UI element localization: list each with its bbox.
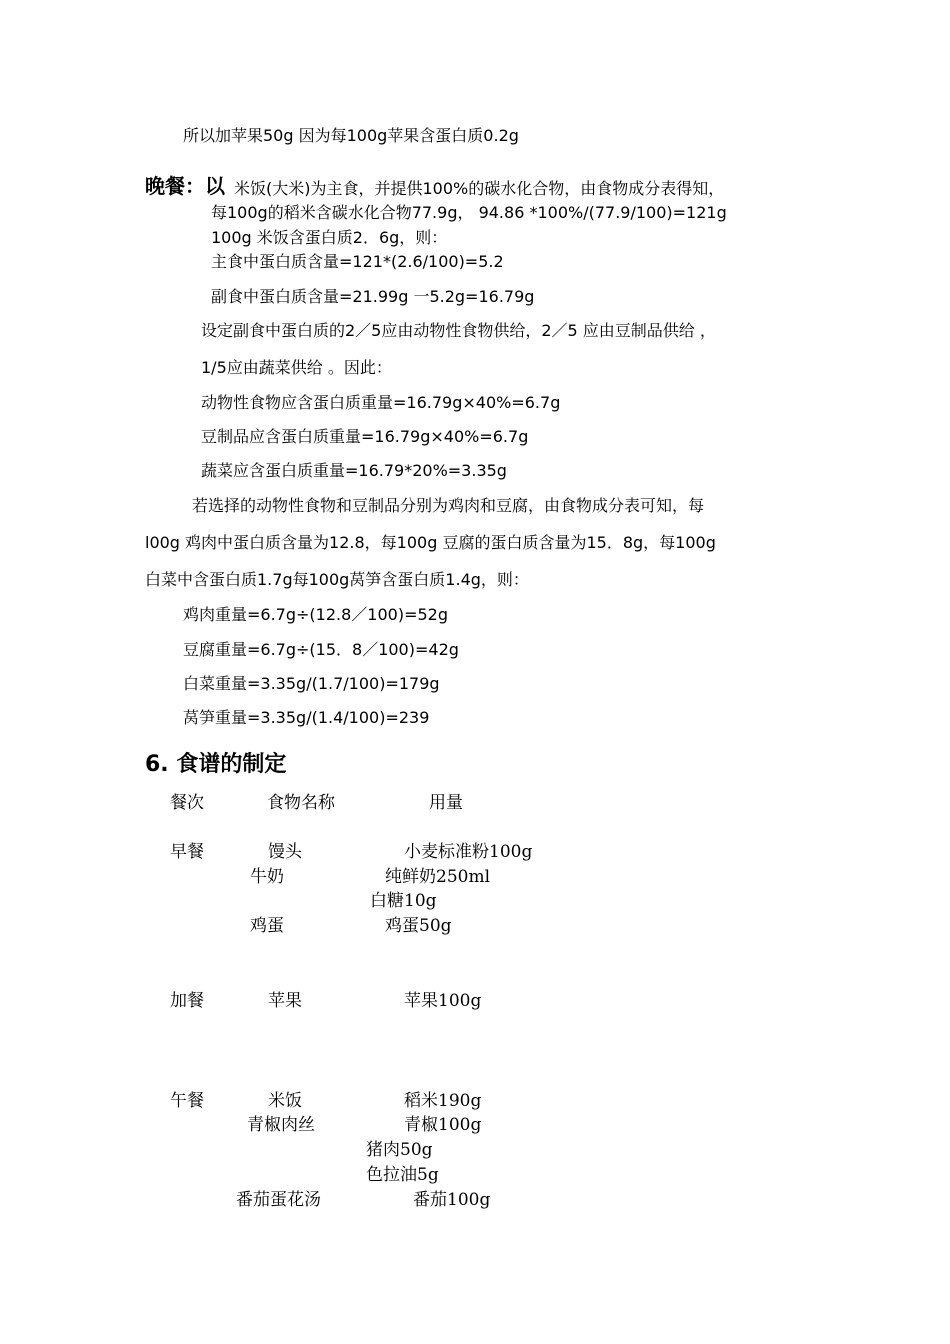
food-amount: 番茄100g [413, 1190, 491, 1210]
food-amount: 鸡蛋50g [385, 916, 452, 936]
dinner-label: 晚餐：以 [145, 174, 225, 198]
dinner-line: 设定副食中蛋白质的2／5应由动物性食物供给，2／5 应由豆制品供给 ， [201, 321, 716, 340]
food-amount: 纯鲜奶250ml [385, 867, 491, 887]
food-amount: 苹果100g [404, 991, 482, 1011]
dinner-line: 主食中蛋白质含量=121*(2.6/100)=5.2 [211, 252, 504, 271]
dinner-line: 豆腐重量=6.7g÷(15．8／100)=42g [183, 640, 459, 659]
food-name: 青椒肉丝 [247, 1115, 315, 1135]
dinner-line: 若选择的动物性食物和豆制品分别为鸡肉和豆腐，由食物成分表可知，每 [192, 496, 705, 515]
food-name: 馒头 [268, 842, 302, 862]
food-amount: 白糖10g [370, 891, 437, 911]
dinner-line: 豆制品应含蛋白质重量=16.79g×40%=6.7g [201, 427, 529, 446]
dinner-line: 米饭(大米)为主食，并提供100%的碳水化合物，由食物成分表得知， [234, 179, 725, 198]
dinner-line: 1/5应由蔬菜供给 。因此： [201, 358, 392, 377]
dinner-line: 蔬菜应含蛋白质重量=16.79*20%=3.35g [201, 461, 507, 480]
food-amount: 猪肉50g [366, 1140, 433, 1160]
header-meal: 餐次 [170, 793, 204, 813]
meal-snack: 加餐 [170, 991, 204, 1011]
apple-note: 所以加苹果50g 因为每100g苹果含蛋白质0.2g [183, 126, 519, 145]
meal-lunch: 午餐 [170, 1091, 204, 1111]
header-amount: 用量 [429, 793, 463, 813]
dinner-line: 鸡肉重量=6.7g÷(12.8／100)=52g [183, 605, 448, 624]
food-name: 米饭 [268, 1091, 302, 1111]
dinner-line: 每100g的稻米含碳水化合物77.9g， 94.86 *100%/(77.9/100)=121g [211, 203, 727, 222]
dinner-line: 100g 米饭含蛋白质2．6g，则： [211, 228, 448, 247]
dinner-line: l00g 鸡肉中蛋白质含量为12.8，每100g 豆腐的蛋白质含量为15．8g，每100g [145, 533, 716, 552]
food-name: 番茄蛋花汤 [236, 1190, 321, 1210]
food-name: 鸡蛋 [250, 916, 284, 936]
dinner-line: 白菜重量=3.35g/(1.7/100)=179g [183, 674, 440, 693]
meal-breakfast: 早餐 [170, 842, 204, 862]
dinner-line: 动物性食物应含蛋白质重量=16.79g×40%=6.7g [201, 393, 561, 412]
dinner-line: 莴笋重量=3.35g/(1.4/100)=239 [183, 708, 430, 727]
section-heading: 6. 食谱的制定 [145, 752, 287, 777]
food-amount: 小麦标准粉100g [404, 842, 533, 862]
food-amount: 色拉油5g [366, 1165, 439, 1185]
food-amount: 稻米190g [404, 1091, 482, 1111]
header-food: 食物名称 [267, 793, 335, 813]
food-name: 苹果 [268, 991, 302, 1011]
food-amount: 青椒100g [404, 1115, 482, 1135]
food-name: 牛奶 [250, 867, 284, 887]
dinner-line: 副食中蛋白质含量=21.99g 一5.2g=16.79g [211, 287, 535, 306]
dinner-line: 白菜中含蛋白质1.7g每100g莴笋含蛋白质1.4g，则： [145, 570, 529, 589]
